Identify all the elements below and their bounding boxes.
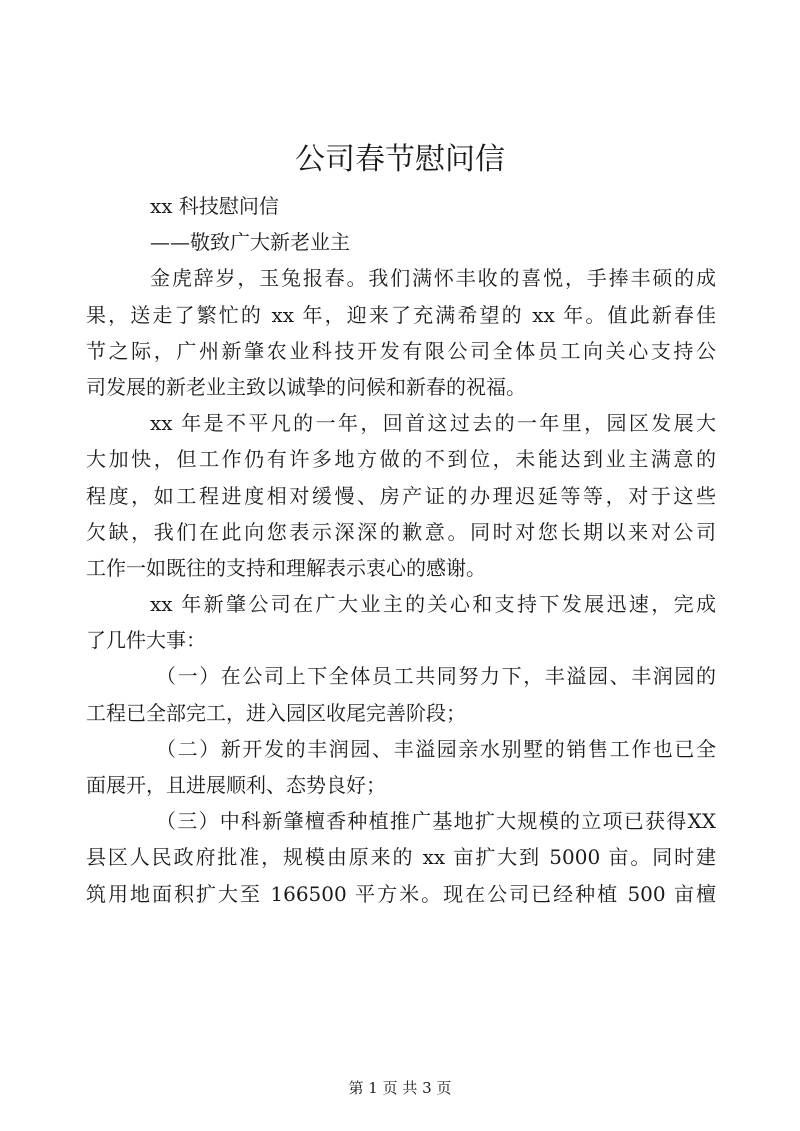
document-body <box>86 188 716 912</box>
text-line: 程度，如工程进度相对缓慢、房产证的办理迟延等等，对于这些 <box>86 483 716 508</box>
text-line: （三）中科新肇檀香种植推广基地扩大规模的立项已获得XX <box>156 809 716 834</box>
text-line: xx 年新肇公司在广大业主的关心和支持下发展迅速，完成 <box>150 592 716 617</box>
text-line: 大加快，但工作仍有许多地方做的不到位，未能达到业主满意的 <box>86 447 716 472</box>
text-line: 节之际，广州新肇农业科技开发有限公司全体员工向关心支持公 <box>86 338 716 363</box>
text-line: 面展开，且进展顺利、态势良好； <box>86 773 386 797</box>
text-line: ——敬致广大新老业主 <box>150 230 350 255</box>
page-footer: 第 1 页 共 3 页 <box>348 1079 452 1097</box>
text-line: 了几件大事： <box>86 628 206 653</box>
text-line: 果，送走了繁忙的 xx 年，迎来了充满希望的 xx 年。值此新春佳 <box>86 302 716 327</box>
text-line: 工作一如既往的支持和理解表示衷心的感谢。 <box>86 555 486 580</box>
text-line: 工程已全部完工，进入园区收尾完善阶段； <box>86 700 466 725</box>
text-line: （二）新开发的丰润园、丰溢园亲水别墅的销售工作也已全 <box>156 736 716 761</box>
text-line: 筑用地面积扩大至 166500 平方米。现在公司已经种植 500 亩檀 <box>86 881 716 906</box>
text-line: 司发展的新老业主致以诚挚的问候和新春的祝福。 <box>86 374 526 399</box>
document-title: 公司春节慰问信 <box>295 142 505 177</box>
text-line: xx 年是不平凡的一年，回首这过去的一年里，园区发展大 <box>150 411 716 436</box>
text-line: （一）在公司上下全体员工共同努力下，丰溢园、丰润园的 <box>156 664 716 689</box>
text-line: xx 科技慰问信 <box>150 194 279 218</box>
text-line: 县区人民政府批准，规模由原来的 xx 亩扩大到 5000 亩。同时建 <box>86 845 716 870</box>
text-line: 金虎辞岁，玉兔报春。我们满怀丰收的喜悦，手捧丰硕的成 <box>150 266 716 291</box>
text-line: 欠缺，我们在此向您表示深深的歉意。同时对您长期以来对公司 <box>86 519 716 544</box>
